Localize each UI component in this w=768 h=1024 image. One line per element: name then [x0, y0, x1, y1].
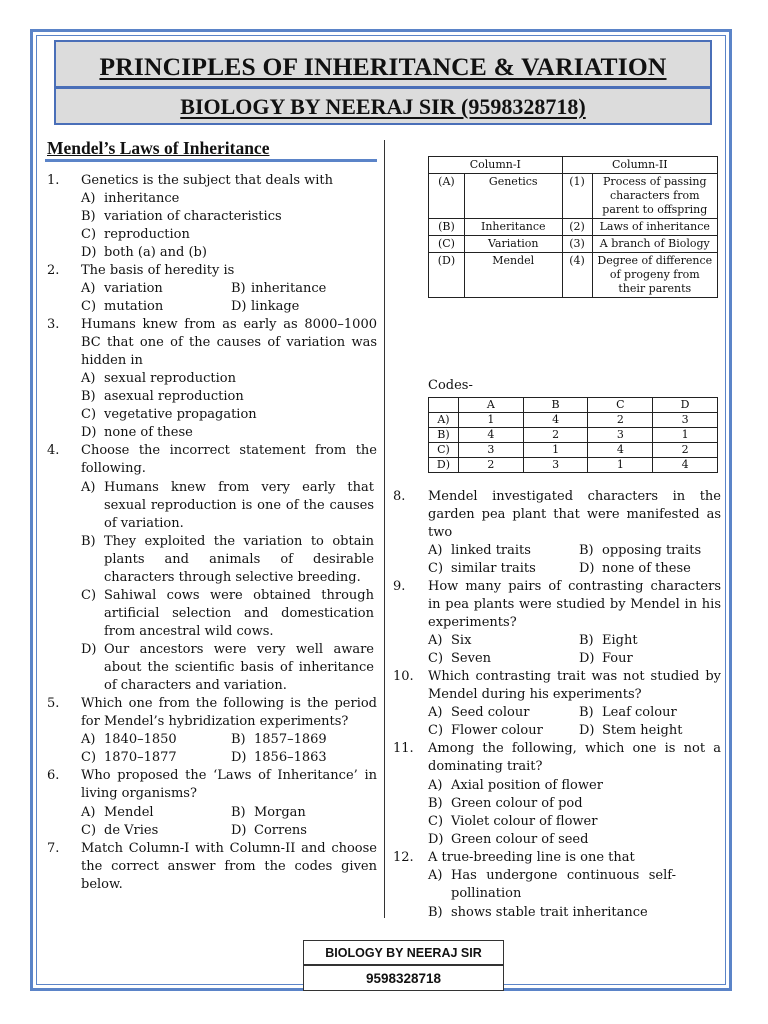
table-row — [429, 443, 718, 458]
option-text: Leaf colour — [602, 705, 677, 720]
codes-cell: 4 — [523, 413, 588, 428]
question-text: Match Column-I with Column-II and choose the correct answer from the codes given below. — [81, 841, 377, 892]
option-label: D) — [81, 425, 97, 440]
option-label: D) — [579, 561, 595, 576]
codes-cell: 1 — [588, 458, 653, 473]
option-text: Green colour of pod — [451, 796, 583, 811]
row-term: Inheritance — [464, 219, 562, 236]
row-key: (C) — [429, 236, 465, 253]
question-number: 11. — [393, 741, 414, 756]
option-d — [579, 560, 691, 578]
option-text: Axial position of flower — [451, 778, 603, 793]
option-a — [428, 542, 531, 560]
question-number: 2. — [47, 263, 60, 278]
question-number: 12. — [393, 850, 414, 865]
option-label: A) — [81, 732, 96, 747]
option-label: A) — [428, 778, 443, 793]
table-row — [429, 236, 718, 253]
subtitle-banner — [54, 87, 712, 125]
codes-row-label: A) — [429, 413, 459, 428]
option-a — [81, 731, 177, 749]
option-d — [231, 298, 299, 316]
option-a-text: Humans knew from very early that sexual reproduction is one of the causes of variation. — [104, 480, 374, 531]
option-label: C) — [81, 227, 97, 242]
option-text: asexual reproduction — [104, 389, 244, 404]
codes-row-label: B) — [429, 428, 459, 443]
footer-brand: BIOLOGY BY NEERAJ SIR — [303, 940, 504, 965]
option-label: B) — [579, 543, 594, 558]
option-text: 1856–1863 — [254, 750, 327, 765]
codes-cell: 4 — [458, 428, 523, 443]
codes-cell: 2 — [523, 428, 588, 443]
option-text: linkage — [251, 299, 300, 314]
codes-cell: 2 — [458, 458, 523, 473]
option-label: D) — [428, 832, 444, 847]
option-d-text: Our ancestors were very well aware about the scientific basis of inheritance of characters and variation. — [104, 642, 374, 693]
option-label: A) — [428, 633, 443, 648]
question-number: 10. — [393, 669, 414, 684]
option-text: Seven — [451, 651, 492, 666]
codes-header-row — [429, 398, 718, 413]
codes-header: D — [653, 398, 718, 413]
question-text: Genetics is the subject that deals with — [81, 173, 334, 188]
question-number: 3. — [47, 317, 60, 332]
row-term: Mendel — [464, 253, 562, 298]
question-text: Which one from the following is the period for Mendel’s hybridization experiments? — [81, 696, 377, 729]
option-a-text: Has undergone continuous self-pollination — [451, 868, 676, 901]
option-c — [428, 722, 543, 740]
codes-header: B — [523, 398, 588, 413]
option-b — [579, 542, 701, 560]
row-num: (1) — [562, 174, 592, 219]
row-term: Genetics — [464, 174, 562, 219]
question-text: Among the following, which one is not a dominating trait? — [428, 741, 721, 774]
option-label: C) — [428, 651, 444, 666]
option-text: Eight — [602, 633, 638, 648]
question-number: 5. — [47, 696, 60, 711]
option-label: C) — [81, 299, 97, 314]
option-label: A) — [81, 371, 96, 386]
codes-cell: 3 — [523, 458, 588, 473]
row-key: (D) — [429, 253, 465, 298]
row-num: (4) — [562, 253, 592, 298]
option-label: A) — [81, 191, 96, 206]
match-table-header — [429, 157, 718, 174]
option-label: A) — [81, 281, 96, 296]
option-text: linked traits — [451, 543, 531, 558]
column-header-1: Column-I — [429, 157, 563, 174]
option-text: 1840–1850 — [104, 732, 177, 747]
option-text: Correns — [254, 823, 307, 838]
option-label: B) — [231, 281, 246, 296]
codes-cell: 1 — [523, 443, 588, 458]
option-text: Violet colour of flower — [451, 814, 598, 829]
option-b — [579, 632, 638, 650]
option-a — [81, 370, 236, 388]
option-label: B) — [81, 209, 96, 224]
question-text: Choose the incorrect statement from the following. — [81, 443, 377, 476]
question-text: The basis of heredity is — [81, 263, 235, 278]
option-text: Flower colour — [451, 723, 543, 738]
table-row — [429, 253, 718, 298]
option-b — [81, 208, 282, 226]
row-num: (2) — [562, 219, 592, 236]
table-row — [429, 428, 718, 443]
option-label: C) — [81, 823, 97, 838]
option-text: variation — [104, 281, 163, 296]
question-number: 9. — [393, 579, 406, 594]
option-text: inheritance — [251, 281, 327, 296]
option-label: C) — [428, 561, 444, 576]
codes-cell: 4 — [653, 458, 718, 473]
option-b — [231, 731, 327, 749]
option-c — [81, 406, 257, 424]
option-text: Four — [602, 651, 633, 666]
option-text: Morgan — [254, 805, 306, 820]
option-a — [428, 777, 603, 795]
codes-cell: 1 — [653, 428, 718, 443]
table-row — [429, 219, 718, 236]
option-label: A) — [428, 705, 443, 720]
question-text: Who proposed the ‘Laws of Inheritance’ in living organisms? — [81, 768, 377, 801]
codes-cell: 3 — [458, 443, 523, 458]
codes-row-label: D) — [429, 458, 459, 473]
option-c — [81, 822, 158, 840]
codes-cell: 4 — [588, 443, 653, 458]
option-text: shows stable trait inheritance — [451, 905, 648, 920]
option-text: both (a) and (b) — [104, 245, 207, 260]
question-text: Mendel investigated characters in the garden pea plant that were manifested as two — [428, 489, 721, 540]
option-d — [579, 722, 682, 740]
row-key: (A) — [429, 174, 465, 219]
option-label: C) — [81, 407, 97, 422]
option-text: mutation — [104, 299, 164, 314]
option-label: C) — [428, 814, 444, 829]
question-number: 4. — [47, 443, 60, 458]
option-label: B) — [81, 389, 96, 404]
row-term: Variation — [464, 236, 562, 253]
codes-label: Codes- — [428, 378, 473, 393]
option-a — [81, 280, 163, 298]
option-d — [81, 424, 193, 442]
option-label: D) — [231, 299, 247, 314]
codes-cell: 3 — [653, 413, 718, 428]
option-d — [428, 831, 588, 849]
option-text: inheritance — [104, 191, 180, 206]
option-c-label: C) — [81, 588, 97, 603]
codes-cell: 2 — [653, 443, 718, 458]
codes-cell: 3 — [588, 428, 653, 443]
row-match: Degree of difference of progeny from their parents — [592, 253, 717, 298]
option-text: none of these — [602, 561, 691, 576]
option-label: D) — [81, 245, 97, 260]
codes-header: C — [588, 398, 653, 413]
row-match: Process of passing characters from parent to offspring — [592, 174, 717, 219]
option-b — [231, 804, 306, 822]
option-label: D) — [579, 723, 595, 738]
option-a — [428, 704, 529, 722]
option-c — [428, 650, 491, 668]
option-b — [579, 704, 677, 722]
option-text: sexual reproduction — [104, 371, 236, 386]
question-text: Humans knew from as early as 8000–1000 BC that one of the causes of variation was hidden in — [81, 317, 377, 368]
column-header-2: Column-II — [562, 157, 717, 174]
option-label: B) — [231, 732, 246, 747]
option-c — [428, 560, 536, 578]
option-text: opposing traits — [602, 543, 702, 558]
question-text: A true-breeding line is one that — [428, 850, 635, 865]
table-row — [429, 413, 718, 428]
option-text: variation of characteristics — [104, 209, 282, 224]
option-a-label: A) — [81, 480, 96, 495]
match-table — [428, 156, 718, 298]
question-text: How many pairs of contrasting characters in pea plants were studied by Mendel in his experiments? — [428, 579, 721, 630]
option-c — [81, 749, 177, 767]
option-c-text: Sahiwal cows were obtained through artificial selection and domestication from ancestral wild cows. — [104, 588, 374, 639]
option-text: Green colour of seed — [451, 832, 589, 847]
option-b-label: B) — [81, 534, 96, 549]
section-rule — [45, 159, 377, 162]
codes-cell: 2 — [588, 413, 653, 428]
codes-corner — [429, 398, 459, 413]
option-a — [428, 632, 471, 650]
question-number: 1. — [47, 173, 60, 188]
row-num: (3) — [562, 236, 592, 253]
column-divider — [384, 140, 385, 918]
option-text: Seed colour — [451, 705, 530, 720]
option-b — [231, 280, 326, 298]
row-match: A branch of Biology — [592, 236, 717, 253]
option-b-text: They exploited the variation to obtain plants and animals of desirable characters through selective breeding. — [104, 534, 374, 585]
codes-table — [428, 397, 718, 473]
option-text: none of these — [104, 425, 193, 440]
page-title: PRINCIPLES OF INHERITANCE & VARIATION — [99, 52, 667, 81]
option-label: D) — [231, 750, 247, 765]
option-b — [428, 904, 648, 922]
option-d — [231, 749, 327, 767]
title-banner — [54, 40, 712, 88]
option-label: B) — [428, 796, 443, 811]
option-text: de Vries — [104, 823, 159, 838]
row-key: (B) — [429, 219, 465, 236]
footer-phone: 9598328718 — [303, 965, 504, 991]
codes-cell: 1 — [458, 413, 523, 428]
option-text: 1870–1877 — [104, 750, 177, 765]
option-a — [81, 804, 154, 822]
option-a-label: A) — [428, 868, 443, 883]
question-number: 7. — [47, 841, 60, 856]
option-label: B) — [579, 633, 594, 648]
option-text: 1857–1869 — [254, 732, 327, 747]
option-text: vegetative propagation — [104, 407, 257, 422]
option-label: B) — [428, 905, 443, 920]
codes-header: A — [458, 398, 523, 413]
question-number: 6. — [47, 768, 60, 783]
option-label: A) — [428, 543, 443, 558]
question-number: 8. — [393, 489, 406, 504]
option-label: D) — [579, 651, 595, 666]
option-c — [81, 226, 190, 244]
option-label: B) — [579, 705, 594, 720]
option-label: C) — [428, 723, 444, 738]
option-d — [81, 244, 207, 262]
option-label: C) — [81, 750, 97, 765]
option-text: similar traits — [451, 561, 536, 576]
option-label: A) — [81, 805, 96, 820]
question-text: Which contrasting trait was not studied by Mendel during his experiments? — [428, 669, 721, 702]
section-heading: Mendel’s Laws of Inheritance — [47, 138, 270, 158]
option-a — [81, 190, 179, 208]
option-d-label: D) — [81, 642, 97, 657]
option-text: Six — [451, 633, 472, 648]
option-label: B) — [231, 805, 246, 820]
row-match: Laws of inheritance — [592, 219, 717, 236]
option-d — [231, 822, 307, 840]
option-label: D) — [231, 823, 247, 838]
option-c — [81, 298, 163, 316]
option-d — [579, 650, 633, 668]
option-c — [428, 813, 597, 831]
option-b — [81, 388, 244, 406]
option-text: reproduction — [104, 227, 190, 242]
option-text: Stem height — [602, 723, 683, 738]
option-text: Mendel — [104, 805, 154, 820]
option-b — [428, 795, 583, 813]
table-row — [429, 458, 718, 473]
table-row — [429, 174, 718, 219]
page-subtitle: BIOLOGY BY NEERAJ SIR (9598328718) — [180, 94, 586, 119]
codes-row-label: C) — [429, 443, 459, 458]
